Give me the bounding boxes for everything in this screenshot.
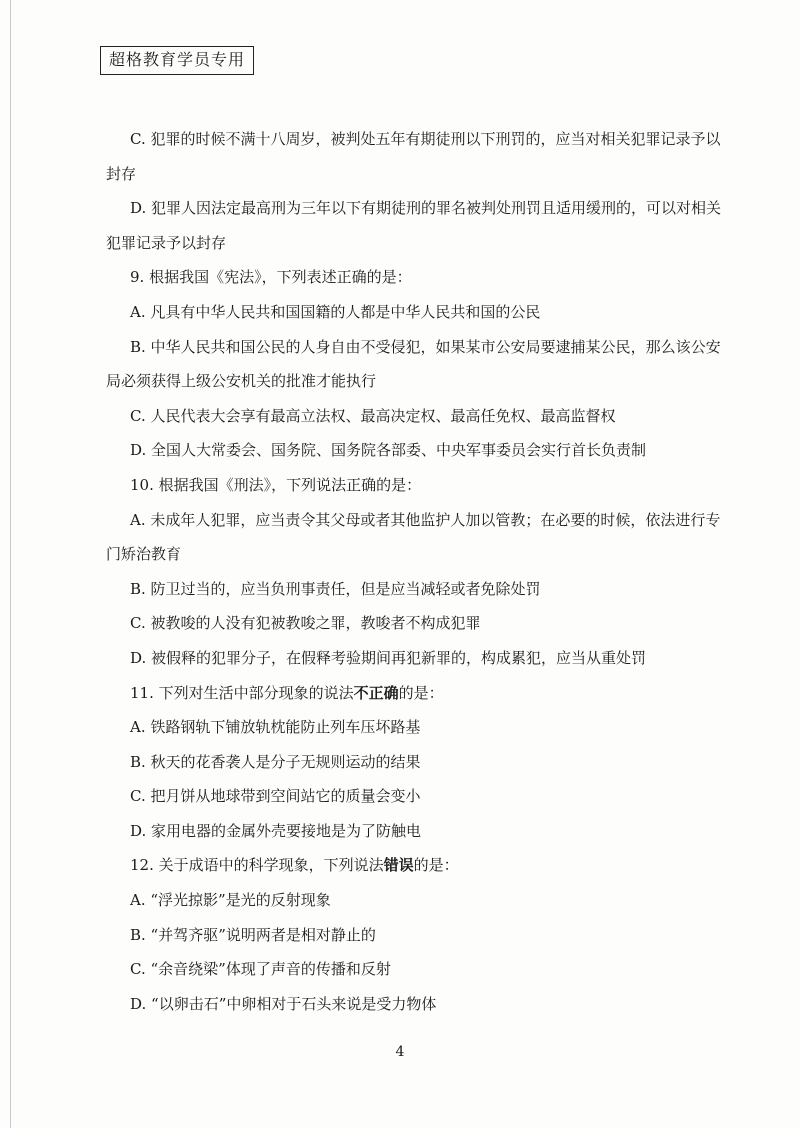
- q8-option-c-line1: C. 犯罪的时候不满十八周岁，被判处五年有期徒刑以下刑罚的，应当对相关犯罪记录予以: [130, 130, 721, 148]
- q10-option-a-line2: 门矫治教育: [106, 545, 182, 564]
- q12-option-b: B. “并驾齐驱”说明两者是相对静止的: [130, 925, 376, 944]
- q12-option-c: C. “余音绕梁”体现了声音的传播和反射: [130, 960, 391, 979]
- q8-option-c-line2: 封存: [106, 164, 137, 183]
- q12-option-a: A. “浮光掠影”是光的反射现象: [130, 891, 331, 910]
- q12-option-d: D. “以卵击石”中卵相对于石头来说是受力物体: [130, 994, 437, 1013]
- page-number: 4: [395, 1044, 405, 1060]
- question-content: [106, 122, 756, 1021]
- q11-option-b: B. 秋天的花香袭人是分子无规则运动的结果: [130, 752, 421, 771]
- q8-option-d-line2: 犯罪记录予以封存: [106, 233, 227, 252]
- q10-option-a-line1: A. 未成年人犯罪，应当责令其父母或者其他监护人加以管教；在必要的时候，依法进行专: [130, 510, 721, 529]
- q9-option-b-line2: 局必须获得上级公安机关的批准才能执行: [106, 372, 377, 391]
- q10-stem: 10. 根据我国《刑法》，下列说法正确的是：: [130, 475, 422, 494]
- q10-option-d: D. 被假释的犯罪分子，在假释考验期间再犯新罪的，构成累犯，应当从重处罚: [130, 648, 647, 667]
- q9-option-d: D. 全国人大常委会、国务院、国务院各部委、中央军事委员会实行首长负责制: [130, 441, 647, 460]
- q12-stem-before: 12. 关于成语中的科学现象，下列说法: [130, 856, 384, 875]
- q11-option-d: D. 家用电器的金属外壳要接地是为了防触电: [130, 821, 422, 840]
- q9-stem: 9. 根据我国《宪法》，下列表述正确的是：: [130, 268, 412, 287]
- q11-stem-before: 11. 下列对生活中部分现象的说法: [130, 683, 354, 702]
- q12-stem-emphasis: 错误: [383, 856, 414, 875]
- q11-stem-after: 的是：: [398, 683, 444, 702]
- q9-option-c: C. 人民代表大会享有最高立法权、最高决定权、最高任免权、最高监督权: [130, 406, 616, 425]
- q12-stem: [106, 848, 756, 883]
- q10-option-b: B. 防卫过当的，应当负刑事责任，但是应当减轻或者免除处罚: [130, 579, 541, 598]
- q9-option-b-line1: B. 中华人民共和国公民的人身自由不受侵犯，如果某市公安局要逮捕某公民，那么该公安: [130, 337, 721, 356]
- q8-option-d-line1: D. 犯罪人因法定最高刑为三年以下有期徒刑的罪名被判处刑罚且适用缓刑的，可以对相关: [130, 199, 722, 218]
- q12-stem-after: 的是：: [413, 856, 459, 875]
- q11-option-c: C. 把月饼从地球带到空间站它的质量会变小: [130, 787, 421, 806]
- q10-option-c: C. 被教唆的人没有犯被教唆之罪，教唆者不构成犯罪: [130, 614, 481, 633]
- q11-option-a: A. 铁路钢轨下铺放轨枕能防止列车压坏路基: [130, 718, 421, 737]
- binding-line: [10, 0, 11, 1128]
- q11-stem-emphasis: 不正确: [353, 683, 399, 702]
- q9-option-a: A. 凡具有中华人民共和国国籍的人都是中华人民共和国的公民: [130, 302, 541, 321]
- q11-stem: [106, 676, 756, 711]
- header-stamp: 超格教育学员专用: [100, 46, 254, 75]
